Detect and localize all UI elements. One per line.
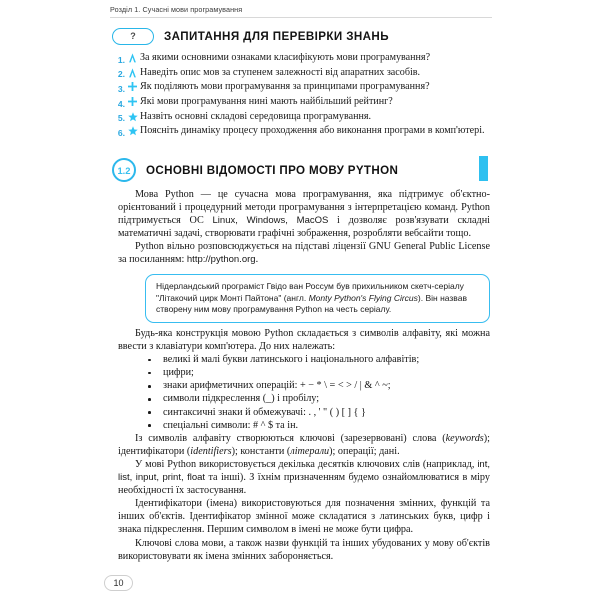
python-url: http://python.org [186,254,256,266]
section-edge-marker [479,156,488,181]
questions-title: ЗАПИТАННЯ ДЛЯ ПЕРЕВІРКИ ЗНАНЬ [164,29,389,43]
paragraph-text: Із символів алфавіту створюються ключові (зарезервовані) слова ( [135,432,446,444]
questions-list [112,52,512,140]
question-text: Наведіть опис мов за ступенем залежності від апаратних засобів. [140,66,421,78]
paragraph-text-cont: і дозволяє розв'язувати складні математичні задачі, створювати графічні зображення, розробляти вебсайти тощо. [118,215,490,240]
list-item: спеціальні символи: # ^ $ та ін. [118,419,490,432]
plus-icon [125,81,140,91]
keyword-examples: int, list, input, print, float [118,458,490,484]
question-number: 3. [117,83,125,94]
paragraph-keywords [118,432,490,458]
person-icon [125,52,140,63]
paragraph-text: Python вільно розповсюджується на підставі ліцензії GNU General Public License за посиланням: [118,241,490,266]
paragraph-python-keywords [118,458,490,497]
term-identifiers: identifiers [190,445,232,457]
paragraph-text-cont3: ); операції; дані. [329,445,400,457]
body-text-block-2 [118,327,490,563]
paragraph-alphabet-intro: Будь-яка конструкція мовою Python складається з символів алфавіту, які можна ввести з клавіатури комп'ютера. До них належать: [118,328,490,353]
question-text: Як поділяють мови програмування за принципами програмування? [140,81,430,93]
callout-italic-title: Monty Python's Flying Circus [308,292,418,303]
paragraph-forbidden-names: Ключові слова мови, а також назви функцій та інших убудованих у мову об'єктів використовувати як імена змінних забороняється. [118,537,490,562]
plus-icon [125,96,140,106]
page-number: 10 [104,575,133,591]
term-keywords: keywords [445,432,484,444]
alphabet-bullet-list [118,353,490,432]
running-head: Розділ 1. Сучасні мови програмування [110,5,243,14]
questions-section [112,26,512,140]
list-item: синтаксичні знаки й обмежувачі: . , ' " ( ) [ ] { } [118,406,490,419]
os-list: Linux, Windows, MacOS [212,215,329,227]
callout-text: Нідерландський програміст Гвідо ван Россум був прихильником скетч-серіалу "Літакочий цирк Монті Пайтона" (англ. [156,281,464,303]
list-item: знаки арифметичних операцій: + − * \ = < > / | & ^ ~; [118,379,490,392]
list-item [112,67,512,81]
term-literals: літерали [290,445,330,457]
section-header [112,157,500,183]
list-item [112,52,512,66]
running-head-rule [110,17,492,18]
section-number-badge: 1.2 [112,158,136,182]
paragraph-text-cont: ); ідентифікатори ( [118,432,490,457]
questions-header [112,26,512,46]
paragraph-license [118,240,490,266]
question-number: 4. [117,98,125,109]
star-icon [125,111,140,122]
question-number: 2. [117,69,125,80]
question-number: 1. [117,54,125,65]
paragraph-text-cont: та інші). З їхнім призначенням будемо ознайомлюватися в міру необхідності їх застосування. [118,472,490,497]
paragraph-python-intro [118,188,490,240]
list-item [112,125,512,139]
question-text: Назвіть основні складові середовища програмування. [140,110,372,122]
question-text: Поясніть динаміку процесу проходження або виконання програми в комп'ютері. [140,125,485,137]
paragraph-text-cont2: ); константи ( [231,445,291,457]
info-callout-box [145,274,490,323]
section-title: ОСНОВНІ ВІДОМОСТІ ПРО МОВУ PYTHON [146,163,399,177]
list-item [112,81,512,95]
list-item [112,96,512,110]
paragraph-text-cont: . [255,254,259,266]
paragraph-text: Мова Python — це сучасна мова програмування, яка підтримує об'єктно-орієнтований і процедурний методи програмування з інтерпретацією команд. Python підтримується ОС [118,189,490,227]
callout-text-cont: ). Він назвав створену ним мову програмування Python на честь серіалу. [156,292,467,315]
question-text: Які мови програмування нині мають найбільший рейтинг? [140,96,393,108]
question-text: За якими основними ознаками класифікують мови програмування? [140,52,431,63]
list-item: символи підкреслення (_) і пробілу; [118,392,490,405]
question-number: 6. [117,127,125,138]
paragraph-text: У мові Python використовується декілька десятків ключових слів (наприклад, [135,458,478,470]
person-icon [125,67,140,78]
list-item: цифри; [118,366,490,379]
star-icon [125,125,140,136]
question-number: 5. [117,113,125,124]
body-text-block-1 [118,188,490,267]
paragraph-identifiers: Ідентифікатори (імена) використовуються для позначення змінних, функцій та інших об'єктів. Ідентифікатор змінної може складатися з латинських букв, цифр і знака підкреслення. Першим символом в імені не може бути цифра. [118,498,490,536]
list-item [112,111,512,125]
question-mark-badge: ? [112,28,154,45]
list-item: великі й малі букви латинського і національного алфавітів; [118,353,490,366]
